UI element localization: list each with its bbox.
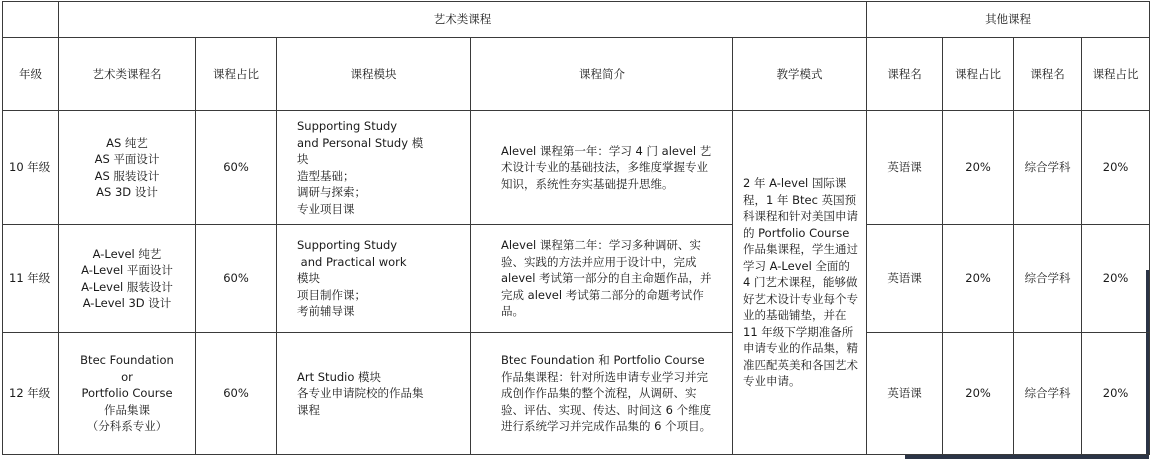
other-ratio-1-cell: 20% — [943, 333, 1014, 455]
other-group-title: 其他课程 — [867, 2, 1150, 38]
art-course: Btec Foundation — [80, 353, 174, 368]
art-courses-cell — [59, 333, 196, 455]
other-name-1-cell: 英语课 — [867, 333, 943, 455]
col-header-other-ratio-1: 课程占比 — [943, 38, 1014, 111]
module-line: 专业项目课 — [297, 201, 355, 216]
other-name-1-cell: 英语课 — [867, 225, 943, 333]
module-line: and Personal Study 模 — [297, 135, 424, 150]
curriculum-table — [2, 1, 1150, 455]
table-row — [3, 225, 1150, 333]
other-name-2-cell: 综合学科 — [1014, 333, 1082, 455]
col-header-art-ratio: 课程占比 — [196, 38, 277, 111]
module-line: Art Studio 模块 — [297, 369, 382, 384]
other-ratio-1-cell: 20% — [943, 225, 1014, 333]
other-ratio-2-cell: 20% — [1082, 333, 1150, 455]
table-shadow — [905, 455, 1149, 459]
table-row — [3, 111, 1150, 225]
modules-cell — [277, 225, 471, 333]
art-course: A-Level 平面设计 — [81, 263, 173, 277]
other-name-1-cell: 英语课 — [867, 111, 943, 225]
col-header-other-name-2: 课程名 — [1014, 38, 1082, 111]
other-ratio-2-cell: 20% — [1082, 225, 1150, 333]
col-header-other-name-1: 课程名 — [867, 38, 943, 111]
art-course: Portfolio Course — [81, 386, 173, 401]
module-line: 考前辅导课 — [297, 304, 355, 319]
art-ratio-cell: 60% — [196, 225, 277, 333]
other-ratio-2-cell: 20% — [1082, 111, 1150, 225]
col-header-art-course-name: 艺术类课程名 — [59, 38, 196, 111]
module-line: 课程 — [297, 402, 320, 417]
empty-corner-cell — [3, 2, 59, 38]
art-courses-cell — [59, 225, 196, 333]
art-course: A-Level 3D 设计 — [82, 296, 172, 310]
art-course: AS 3D 设计 — [96, 185, 158, 199]
other-name-2-cell: 综合学科 — [1014, 111, 1082, 225]
column-header-row — [3, 38, 1150, 111]
art-ratio-cell: 60% — [196, 111, 277, 225]
col-header-other-ratio-2: 课程占比 — [1082, 38, 1150, 111]
art-courses-cell — [59, 111, 196, 225]
module-line: 项目制作课； — [297, 287, 366, 302]
grade-cell: 10 年级 — [3, 111, 59, 225]
art-course: AS 纯艺 — [106, 135, 148, 150]
module-line: 各专业申请院校的作品集 — [297, 386, 424, 401]
grade-cell: 11 年级 — [3, 225, 59, 333]
art-course: 作品集课 — [104, 402, 150, 417]
art-ratio-cell: 60% — [196, 333, 277, 455]
module-line: Supporting Study — [297, 119, 398, 133]
intro-cell: Alevel 课程第二年：学习多种调研、实验、实践的方法并应用于设计中，完成 alevel 考试第一部分的自主命题作品，并完成 alevel 考试第二部分的命题考试作品。 — [471, 225, 733, 333]
table-row — [3, 333, 1150, 455]
art-course: AS 平面设计 — [94, 152, 160, 166]
art-course: AS 服装设计 — [94, 168, 160, 183]
col-header-grade: 年级 — [3, 38, 59, 111]
art-course: （分科系专业） — [86, 419, 168, 434]
art-group-title: 艺术类课程 — [59, 2, 867, 38]
module-line: 模块 — [297, 271, 320, 286]
other-name-2-cell: 综合学科 — [1014, 225, 1082, 333]
modules-cell — [277, 111, 471, 225]
module-line: Supporting Study — [297, 238, 398, 253]
module-line: 块 — [297, 152, 309, 166]
intro-cell: Alevel 课程第一年：学习 4 门 alevel 艺术设计专业的基础技法，多维度掌握专业知识，系统性夯实基础提升思维。 — [471, 111, 733, 225]
art-course: A-Level 纯艺 — [92, 246, 162, 261]
modules-cell — [277, 333, 471, 455]
teaching-mode-cell: 2 年 A-level 国际课程，1 年 Btec 英国预科课程和针对美国申请的 Portfolio Course 作品集课程，学生通过学习 A-Level 全面的 4 门艺术课程，能够做好艺术设计专业每个专业的基础铺垫，并在 11 年级下学期准备所申请专业的作品集，精准匹配英美和各国艺术专业申请。 — [733, 111, 867, 455]
module-line: 造型基础； — [297, 168, 355, 183]
grade-cell: 12 年级 — [3, 333, 59, 455]
col-header-module: 课程模块 — [277, 38, 471, 111]
col-header-teaching-mode: 教学模式 — [733, 38, 867, 111]
group-header-row — [3, 2, 1150, 38]
art-course: or — [121, 369, 133, 384]
other-ratio-1-cell: 20% — [943, 111, 1014, 225]
module-line: 调研与探索； — [297, 185, 366, 199]
module-line: and Practical work — [297, 254, 407, 269]
col-header-intro: 课程简介 — [471, 38, 733, 111]
intro-cell: Btec Foundation 和 Portfolio Course 作品集课程：针对所选申请专业学习并完成创作作品集的整个流程，从调研、实验、评估、实现、传达、时间这 6 个维度进行系统学习并完成作品集的 6 个项目。 — [471, 333, 733, 455]
art-course: A-Level 服装设计 — [81, 279, 173, 294]
